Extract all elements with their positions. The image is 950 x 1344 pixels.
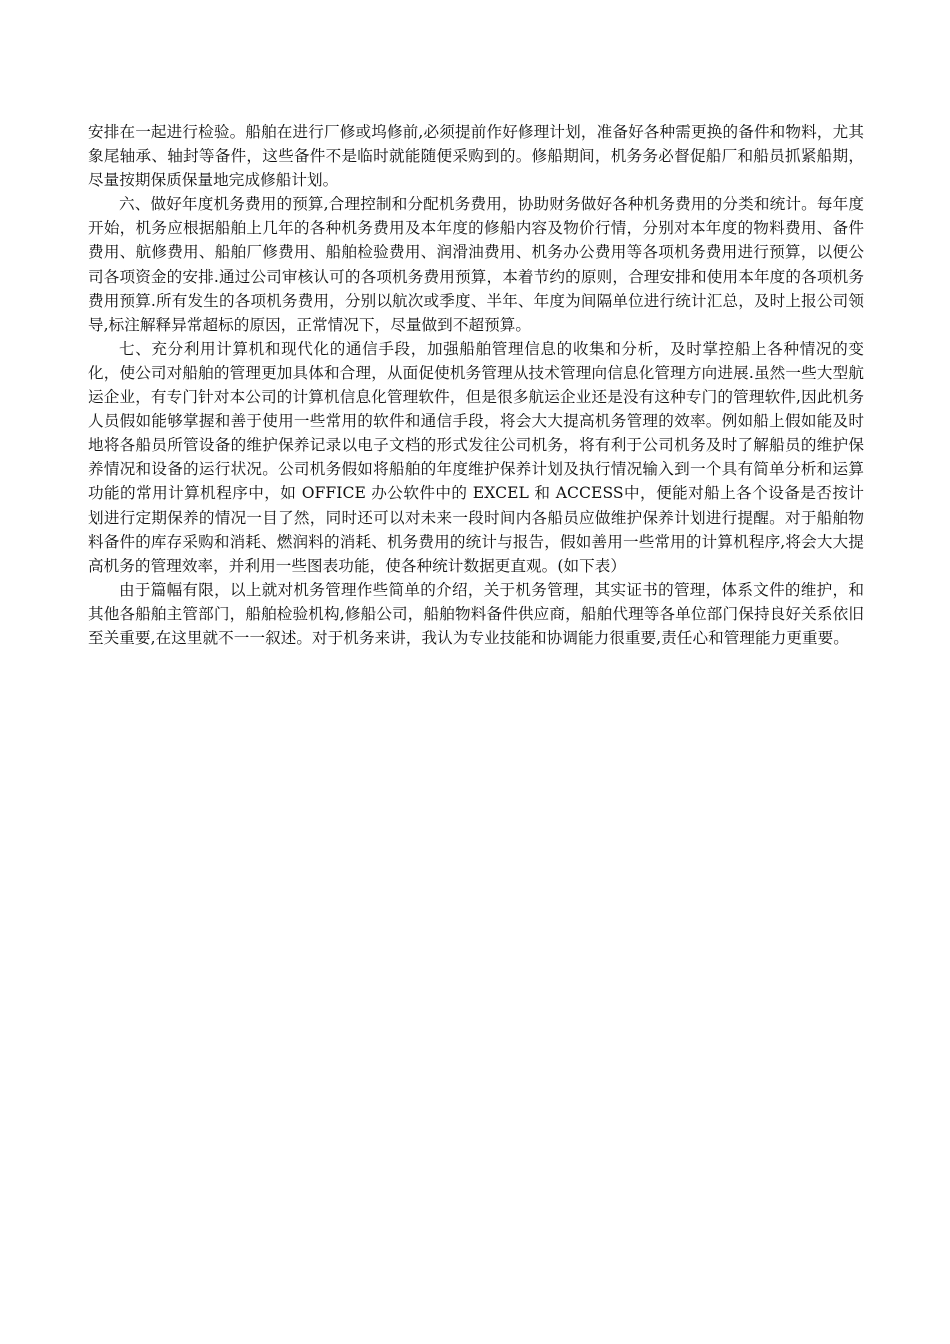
- paragraph-conclusion: 由于篇幅有限，以上就对机务管理作些简单的介绍，关于机务管理，其实证书的管理，体系文件的维护，和其他各船舶主管部门，船舶检验机构,修船公司，船舶物料备件供应商，船舶代理等各单位部门保持良好关系依旧至关重要,在这里就不一一叙述。对于机务来讲，我认为专业技能和协调能力很重要,责任心和管理能力更重要。: [88, 580, 864, 647]
- document-body: [88, 120, 864, 650]
- paragraph-section-seven: 七、充分利用计算机和现代化的通信手段，加强船舶管理信息的收集和分析，及时掌控船上各种情况的变化，使公司对船舶的管理更加具体和合理，从面促使机务管理从技术管理向信息化管理方向进展.虽然一些大型航运企业，有专门针对本公司的计算机信息化管理软件，但是很多航运企业还是没有这种专门的管理软件,因此机务人员假如能够掌握和善于使用一些常用的软件和通信手段，将会大大提高机务管理的效率。例如船上假如能及时地将各船员所管设备的维护保养记录以电子文档的形式发往公司机务，将有利于公司机务及时了解船员的维护保养情况和设备的运行状况。公司机务假如将船舶的年度维护保养计划及执行情况输入到一个具有简单分析和运算功能的常用计算机程序中，如 OFFICE 办公软件中的 EXCEL 和 ACCESS中，便能对船上各个设备是否按计划进行定期保养的情况一目了然，同时还可以对未来一段时间内各船员应做维护保养计划进行提醒。对于船舶物料备件的库存采购和消耗、燃润料的消耗、机务费用的统计与报告，假如善用一些常用的计算机程序,将会大大提高机务的管理效率，并利用一些图表功能，使各种统计数据更直观。(如下表）: [88, 339, 864, 575]
- paragraph-continuation: 安排在一起进行检验。船舶在进行厂修或坞修前,必须提前作好修理计划，准备好各种需更换的备件和物料，尤其象尾轴承、轴封等备件，这些备件不是临时就能随便采购到的。修船期间，机务务必督促船厂和船员抓紧船期，尽量按期保质保量地完成修船计划。: [88, 123, 864, 190]
- paragraph-section-six: 六、做好年度机务费用的预算,合理控制和分配机务费用，协助财务做好各种机务费用的分类和统计。每年度开始，机务应根据船舶上几年的各种机务费用及本年度的修船内容及物价行情，分别对本年度的物料费用、备件费用、航修费用、船舶厂修费用、船舶检验费用、润滑油费用、机务办公费用等各项机务费用进行预算，以便公司各项资金的安排.通过公司审核认可的各项机务费用预算，本着节约的原则，合理安排和使用本年度的各项机务费用预算.所有发生的各项机务费用，分别以航次或季度、半年、年度为间隔单位进行统计汇总，及时上报公司领导,标注解释异常超标的原因，正常情况下，尽量做到不超预算。: [88, 195, 864, 334]
